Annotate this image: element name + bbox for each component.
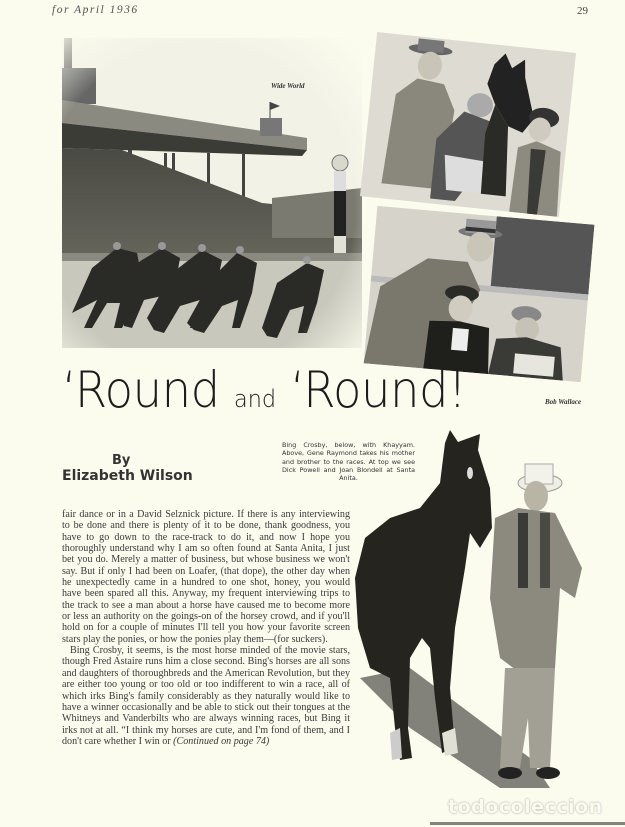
gene-raymond-photo [364,206,595,382]
photo-credit-wide-world: Wide World [271,82,305,90]
bing-crosby-photo [350,428,590,793]
title-part-2: ‘Round! [290,361,467,419]
powell-blondell-photo [360,32,576,217]
title-part-1: ‘Round [62,361,220,419]
paragraph [62,645,350,747]
byline-author: Elizabeth Wilson [62,468,193,484]
bottom-rule [430,822,625,825]
article-body [62,509,350,747]
byline-by: By [112,453,131,468]
paragraph: fair dance or in a David Selznick picture. If there is any interviewing to be done and there is plenty of it to be done, thank goodness, you have to go down to the race-track to do it, and now I hope you thoroughly understand why I am so often found at Santa Anita, I just bet you do. Merely a matter of business, but whose business we won't say. But if only I had been on Loafer, (that dope), the other day when he unexpectedly came in a hundred to one shot, honey, you would have been spared all this. Anyway, my frequent interviewing trips to the track to see a man about a horse have caused me to become more or less an authority on the goings-on of the horsey crowd, and if you'll hold on for a couple of minutes I'll tell you how your favorite screen stars play the ponies, or how the ponies play them—(for suckers). [62,509,350,645]
photo-credit-bob-wallace: Bob Wallace [545,398,582,406]
watermark: todocoleccion [448,796,603,818]
title-and: and [234,385,277,413]
continued-link[interactable]: (Continued on page 74) [173,735,270,747]
paragraph-text: Bing Crosby, it seems, is the most horse minded of the movie stars, though Fred Astaire runs him a close second. Bing's horses are all sons and daughters of thoroughbreds and the American Revolution, but they are either too young or too old or too indifferent to win a race, all of which irks Bing's family considerably as they naturally would like to have a winner occasionally and be able to stick out their tongues at the Whitneys and Vanderbilts who are always winning races, but Bing it irks not at all. “I think my horses are cute, and I'm fond of them, and I don't care whether I win or [62,645,350,747]
photo-caption: Bing Crosby, below, with Khayyam. Above, Gene Raymond takes his mother and brother to the races. At top we see Dick Powell and Joan Blondell at Santa Anita. [282,441,415,483]
page-number: 29 [577,5,588,17]
racetrack-photo [62,38,362,348]
running-head: for April 1936 [52,4,139,16]
article-title [62,360,466,429]
